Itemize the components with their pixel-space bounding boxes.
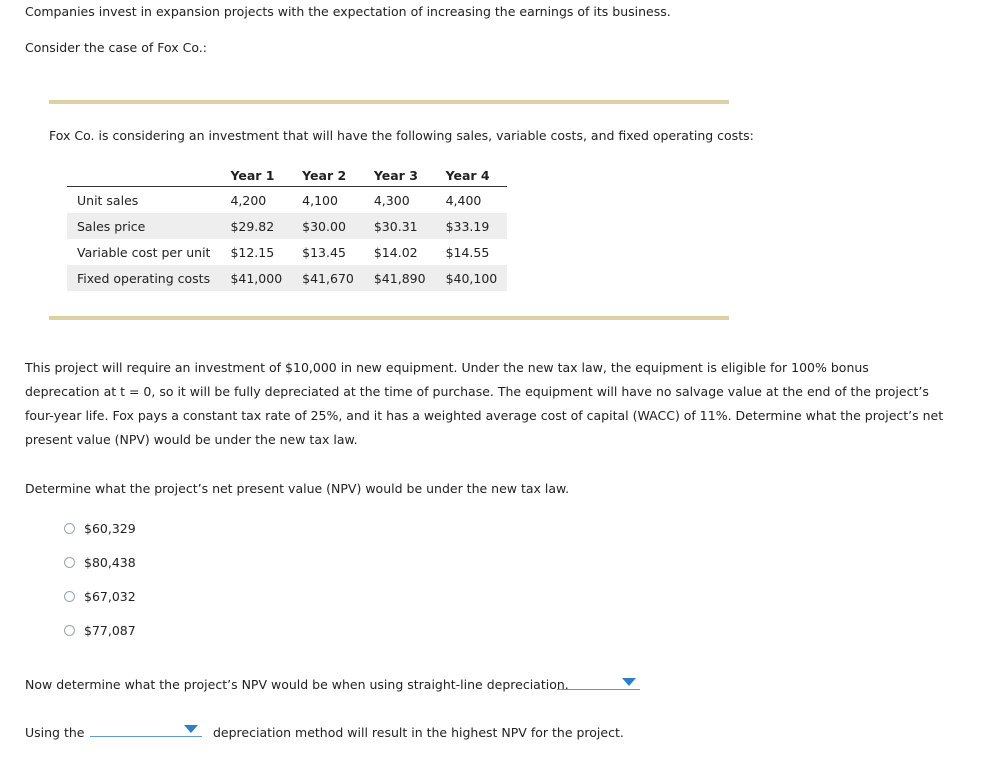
problem-paragraph: This project will require an investment of $10,000 in new equipment. Under the new tax law, the equipment is eligible for 100% bonus deprecation at t = 0, so it will be fully depreciated at the time of purchase. The equipment will have no salvage value at the end of the project’s four-year life. Fox pays a constant tax rate of 25%, and it has a weighted average cost of capital (WACC) of 11%. Determine what the project’s net present value (NPV) would be under the new tax law. [25,360,944,447]
fox-intro-text: Fox Co. is considering an investment that will have the following sales, variable costs, and fixed operating costs: [49,128,754,143]
table-cell: 4,300 [373,192,410,208]
table-cell: $29.82 [220,213,292,239]
straight-line-npv-dropdown[interactable] [557,675,640,690]
option-label: $80,438 [84,555,136,570]
table-header-year-4: Year 4 [436,164,508,187]
answer-option-4[interactable] [64,623,136,638]
table-header-row [67,164,507,187]
table-cell: $12.15 [230,244,275,260]
table-row [67,187,507,214]
table-header-year-2: Year 2 [292,164,364,187]
table-cell: $33.19 [436,213,508,239]
dropdown-arrow-icon [622,678,636,686]
table-cell: 4,100 [302,192,338,208]
top-divider [49,100,729,104]
table-cell: 4,400 [445,192,482,208]
radio-button[interactable] [64,557,75,568]
question-straight-line-npv: Now determine what the project’s NPV would be when using straight-line depreciation. [25,677,569,692]
dropdown-arrow-icon [184,725,198,733]
cost-table [67,164,507,291]
using-suffix-text: depreciation method will result in the highest NPV for the project. [213,725,624,740]
depreciation-method-dropdown[interactable] [90,722,202,737]
row-label: Sales price [67,213,220,239]
table-header-year-1: Year 1 [220,164,292,187]
table-cell: $41,000 [220,265,292,291]
answer-option-2[interactable] [64,555,136,570]
table-row [67,265,507,291]
question-npv-new-tax-law: Determine what the project’s net present value (NPV) would be under the new tax law. [25,481,570,496]
table-cell: $40,100 [436,265,508,291]
using-prefix-text: Using the [25,725,85,740]
intro-text: Companies invest in expansion projects with the expectation of increasing the earnings of its business. [25,4,671,19]
row-label: Variable cost per unit [77,244,211,260]
table-header-year-3: Year 3 [364,164,436,187]
table-cell: 4,200 [230,192,267,208]
option-label: $60,329 [84,521,136,536]
radio-button[interactable] [64,625,75,636]
answer-option-3[interactable] [64,589,136,604]
radio-button[interactable] [64,591,75,602]
radio-button[interactable] [64,523,75,534]
table-row [67,239,507,265]
answer-option-1[interactable] [64,521,136,536]
option-label: $67,032 [84,589,136,604]
bottom-divider [49,316,729,320]
table-cell: $41,890 [364,265,436,291]
table-cell: $14.02 [373,244,418,260]
option-label: $77,087 [84,623,136,638]
table-cell: $30.31 [364,213,436,239]
table-cell: $41,670 [292,265,364,291]
table-header-blank [67,164,220,187]
table-row [67,213,507,239]
consider-text: Consider the case of Fox Co.: [25,40,207,55]
table-cell: $14.55 [445,244,490,260]
table-cell: $13.45 [302,244,346,260]
row-label: Unit sales [77,192,139,208]
row-label: Fixed operating costs [67,265,220,291]
table-cell: $30.00 [292,213,364,239]
